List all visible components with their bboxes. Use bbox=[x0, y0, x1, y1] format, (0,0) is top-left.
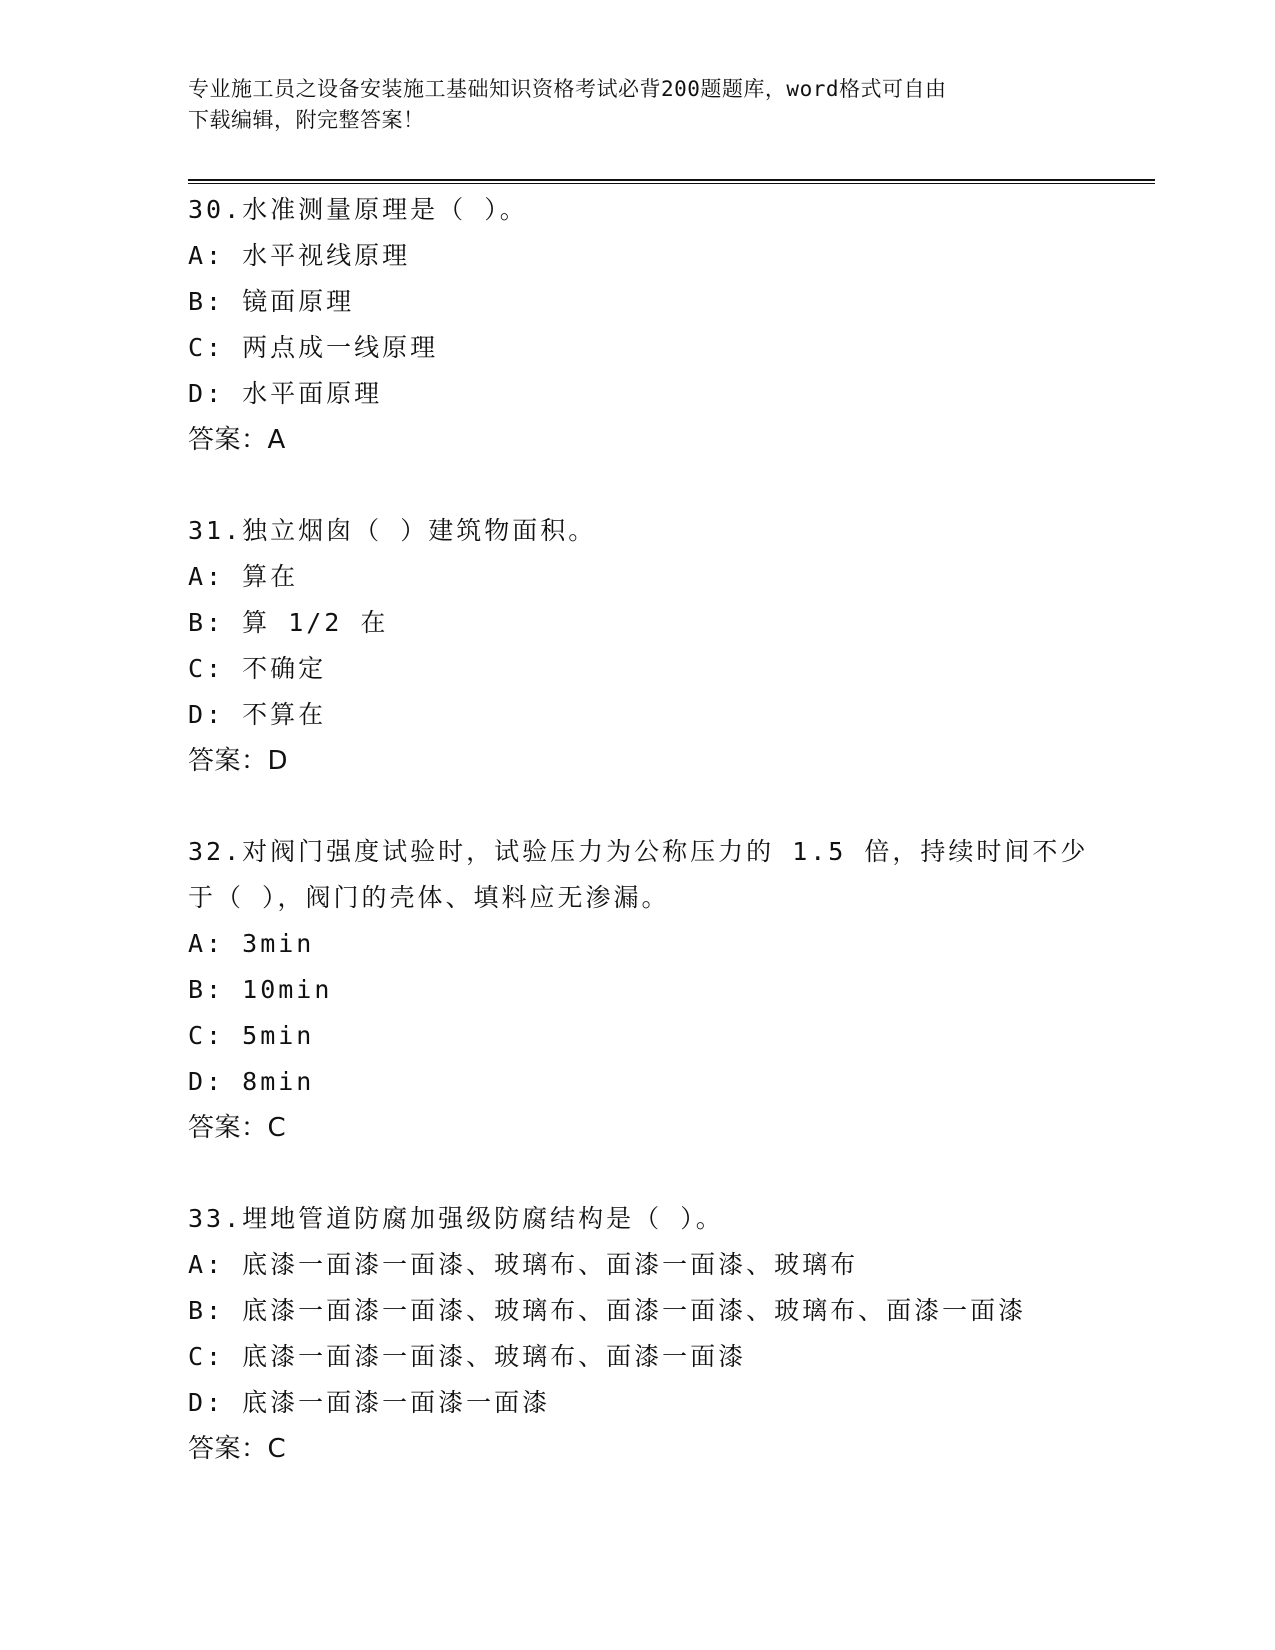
option-b: B: 镜面原理 bbox=[188, 287, 355, 316]
question-33 bbox=[188, 1196, 1148, 1472]
answer-line: 答案：D bbox=[188, 746, 289, 776]
option-c: C: 底漆一面漆一面漆、玻璃布、面漆一面漆 bbox=[188, 1342, 747, 1371]
question-30 bbox=[188, 187, 1148, 463]
option-a: A: 算在 bbox=[188, 562, 299, 591]
question-stem: 33.埋地管道防腐加强级防腐结构是（ ）。 bbox=[188, 1204, 724, 1233]
option-a: A: 3min bbox=[188, 929, 315, 958]
option-d: D: 水平面原理 bbox=[188, 379, 383, 408]
question-stem: 31.独立烟囱（ ）建筑物面积。 bbox=[188, 516, 597, 545]
question-stem: 30.水准测量原理是（ ）。 bbox=[188, 195, 528, 224]
header-divider-thin bbox=[188, 183, 1155, 184]
option-c: C: 不确定 bbox=[188, 654, 327, 683]
option-c: C: 5min bbox=[188, 1021, 315, 1050]
answer-line: 答案：C bbox=[188, 1113, 287, 1143]
header-line: 下载编辑，附完整答案！ bbox=[188, 108, 425, 132]
document-header bbox=[188, 74, 1088, 136]
question-list bbox=[188, 187, 1148, 1517]
option-a: A: 水平视线原理 bbox=[188, 241, 411, 270]
option-b: B: 算 1/2 在 bbox=[188, 608, 389, 637]
option-b: B: 10min bbox=[188, 975, 333, 1004]
option-d: D: 8min bbox=[188, 1067, 315, 1096]
question-31 bbox=[188, 508, 1148, 784]
option-d: D: 底漆一面漆一面漆一面漆 bbox=[188, 1388, 551, 1417]
header-line: 专业施工员之设备安装施工基础知识资格考试必背200题题库，word格式可自由 bbox=[188, 77, 947, 101]
option-c: C: 两点成一线原理 bbox=[188, 333, 439, 362]
header-divider-thick bbox=[188, 179, 1155, 181]
option-d: D: 不算在 bbox=[188, 700, 327, 729]
answer-line: 答案：C bbox=[188, 1434, 287, 1464]
option-b: B: 底漆一面漆一面漆、玻璃布、面漆一面漆、玻璃布、面漆一面漆 bbox=[188, 1296, 1027, 1325]
question-stem-continued: 于（ ），阀门的壳体、填料应无渗漏。 bbox=[188, 883, 670, 912]
option-a: A: 底漆一面漆一面漆、玻璃布、面漆一面漆、玻璃布 bbox=[188, 1250, 859, 1279]
question-stem: 32.对阀门强度试验时，试验压力为公称压力的 1.5 倍，持续时间不少 bbox=[188, 837, 1089, 866]
question-32 bbox=[188, 829, 1148, 1151]
answer-line: 答案：A bbox=[188, 425, 286, 455]
